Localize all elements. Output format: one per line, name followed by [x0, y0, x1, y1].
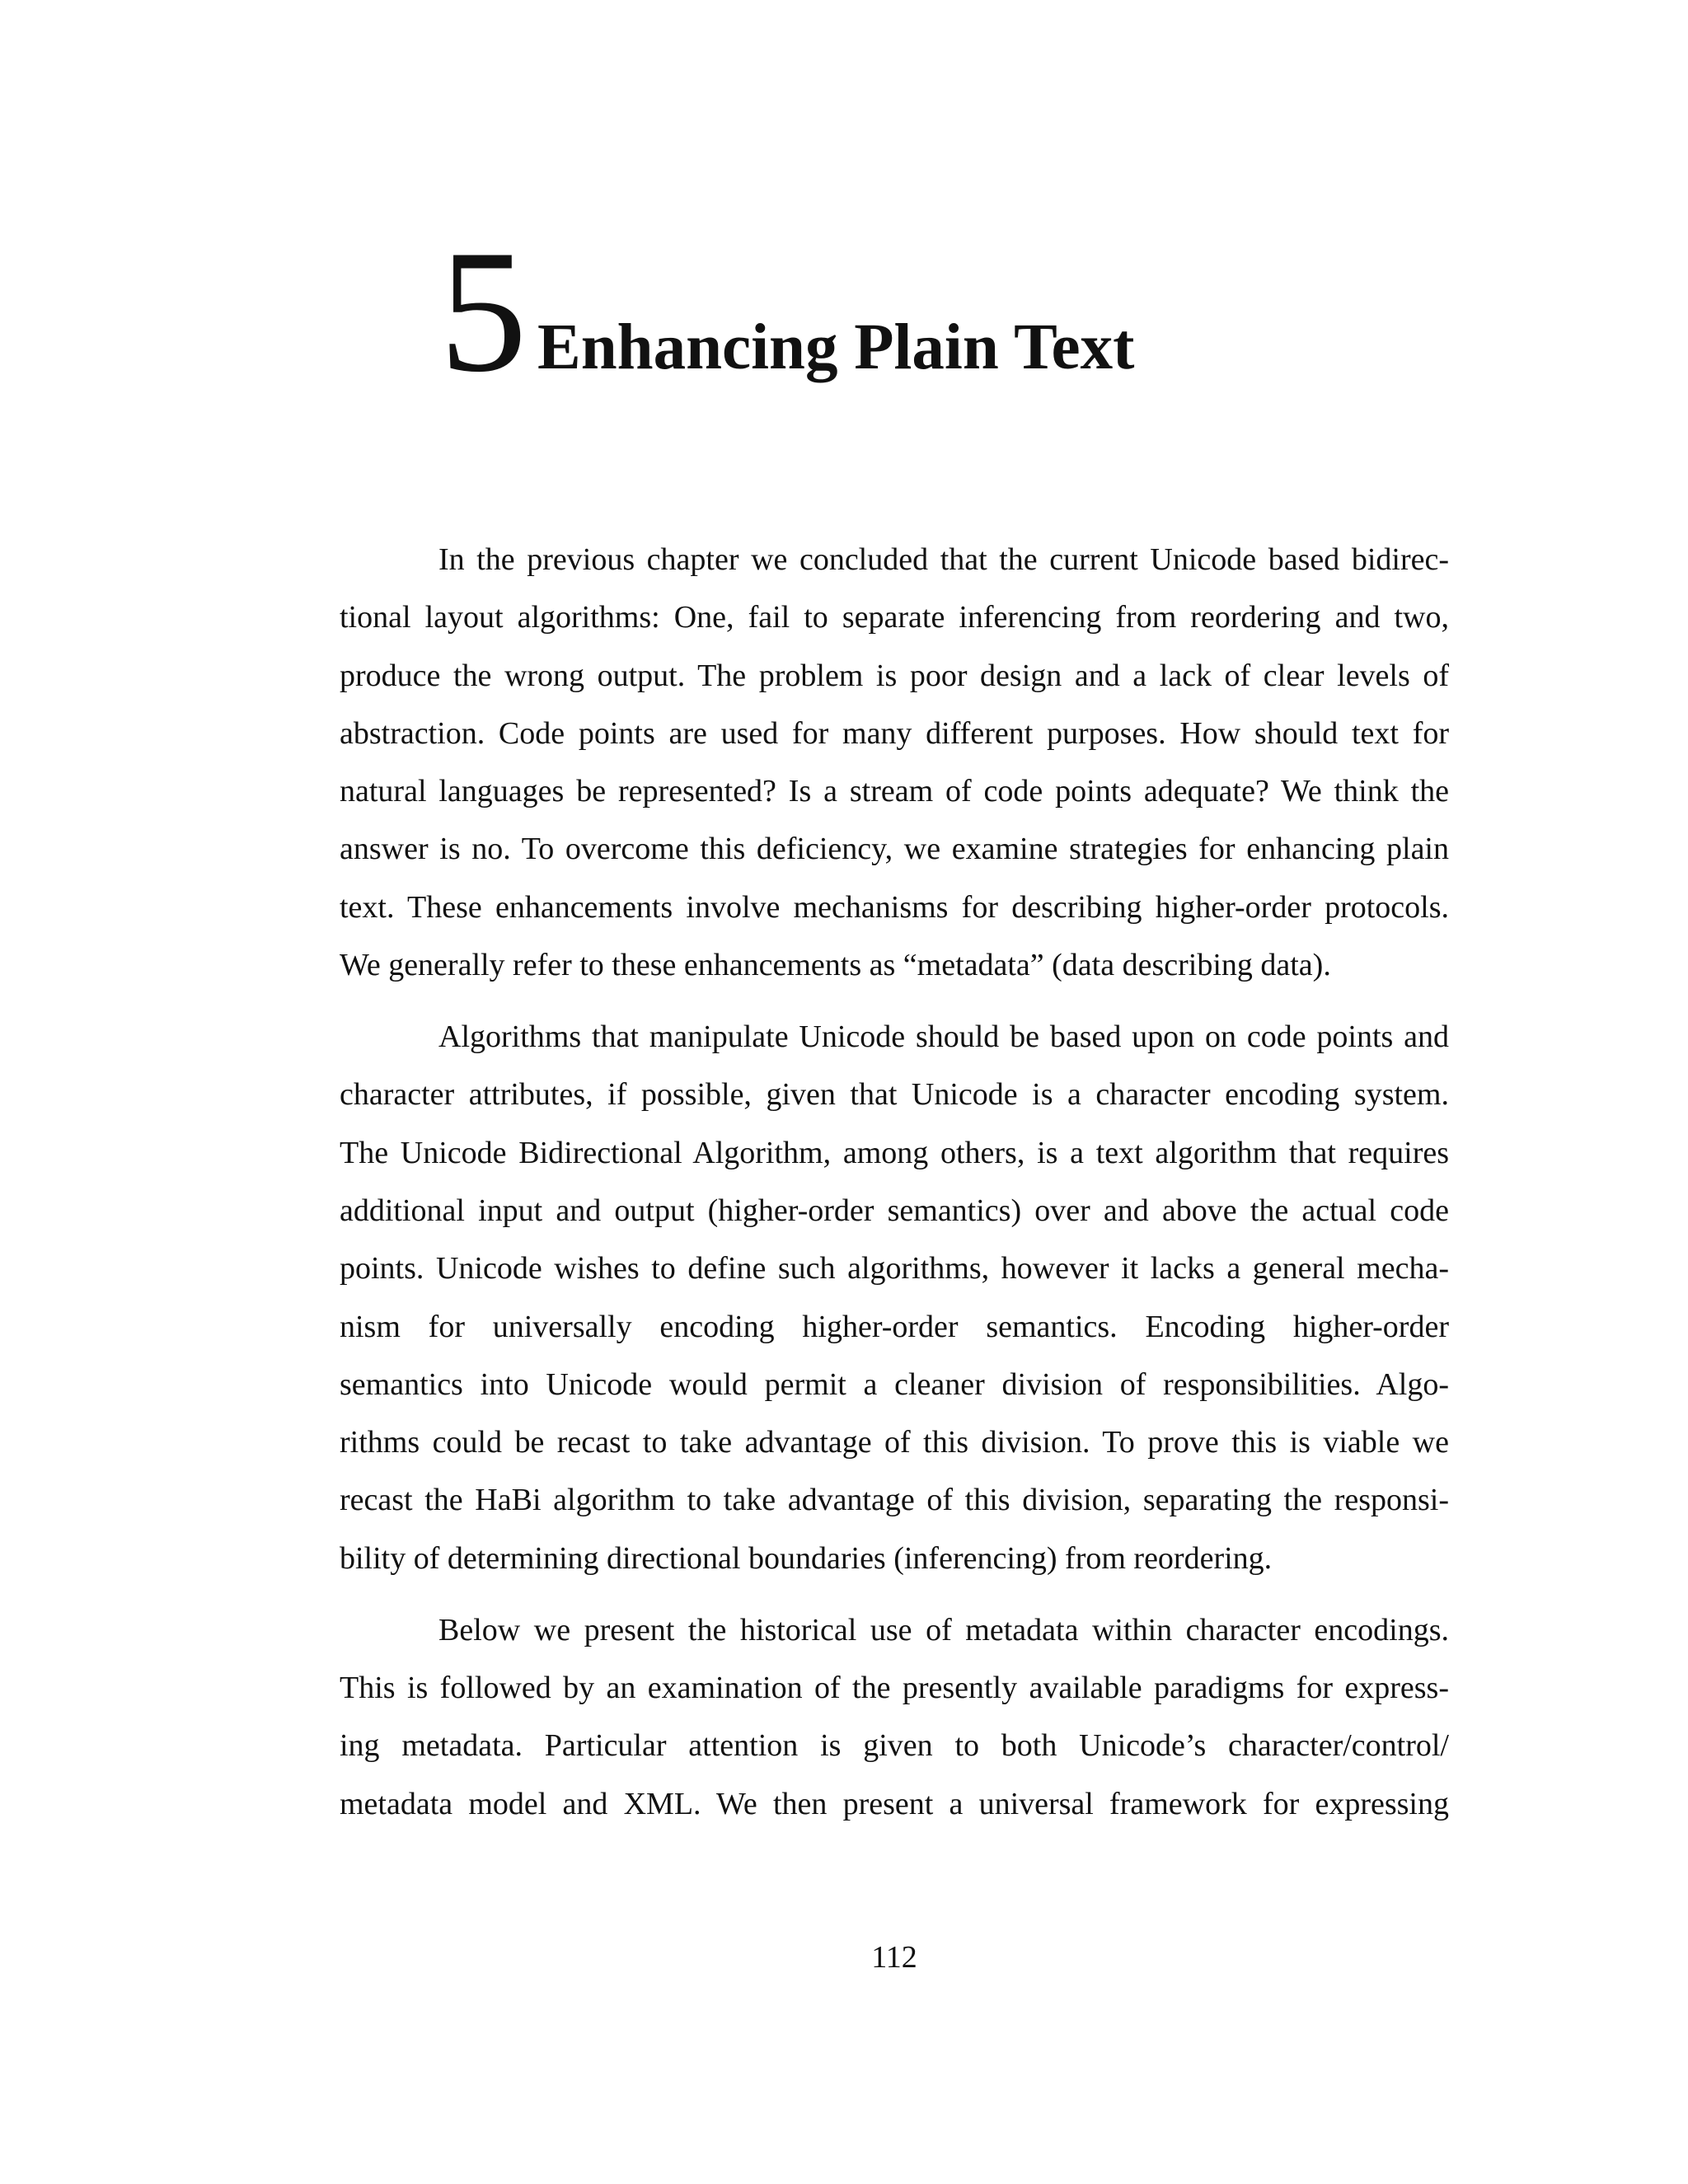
text-line: tional layout algorithms: One, fail to separate inferencing from reordering and two, — [340, 600, 1449, 635]
body-text — [340, 531, 1449, 1833]
text-line: rithms could be recast to take advantage of this division. To prove this is viable we — [340, 1425, 1449, 1460]
text-line: semantics into Unicode would permit a cleaner division of responsibilities. Algo- — [340, 1366, 1449, 1402]
text-line: metadata model and XML. We then present a universal framework for expressing — [340, 1786, 1449, 1821]
text-line: character attributes, if possible, given that Unicode is a character encoding system. — [340, 1077, 1449, 1113]
text-line: produce the wrong output. The problem is poor design and a lack of clear levels of — [340, 658, 1449, 693]
text-line: bility of determining directional boundaries (inferencing) from reordering. — [340, 1540, 1273, 1576]
text-line: recast the HaBi algorithm to take advantage of this division, separating the responsi- — [340, 1483, 1449, 1518]
paragraph-2 — [340, 1008, 1449, 1587]
chapter-number: 5 — [439, 214, 528, 409]
text-line: answer is no. To overcome this deficiency, we examine strategies for enhancing plain — [340, 832, 1449, 867]
text-line: This is followed by an examination of the presently available paradigms for express- — [340, 1671, 1449, 1706]
text-line: additional input and output (higher-order semantics) over and above the actual code — [340, 1193, 1449, 1228]
text-line: Algorithms that manipulate Unicode should be based upon on code points and — [438, 1019, 1449, 1055]
paragraph-3 — [340, 1601, 1449, 1833]
text-line: abstraction. Code points are used for many different purposes. How should text for — [340, 715, 1449, 751]
text-line: natural languages be represented? Is a stream of code points adequate? We think the — [340, 774, 1449, 809]
paragraph-1 — [340, 531, 1449, 994]
text-line: text. These enhancements involve mechanisms for describing higher-order protocols. — [340, 889, 1449, 925]
text-line: nism for universally encoding higher-order semantics. Encoding higher-order — [340, 1309, 1449, 1344]
chapter-title: Enhancing Plain Text — [537, 312, 1135, 383]
text-line: Below we present the historical use of metadata within character encodings. — [438, 1612, 1449, 1647]
text-line: ing metadata. Particular attention is given to both Unicode’s character/control/ — [340, 1728, 1449, 1764]
text-line: points. Unicode wishes to define such algorithms, however it lacks a general mecha- — [340, 1251, 1449, 1286]
text-line: The Unicode Bidirectional Algorithm, among others, is a text algorithm that requires — [340, 1135, 1449, 1170]
text-line: In the previous chapter we concluded that the current Unicode based bidirec- — [438, 542, 1449, 577]
text-line: We generally refer to these enhancements as “metadata” (data describing data). — [340, 948, 1331, 983]
page-number: 112 — [871, 1940, 917, 1975]
